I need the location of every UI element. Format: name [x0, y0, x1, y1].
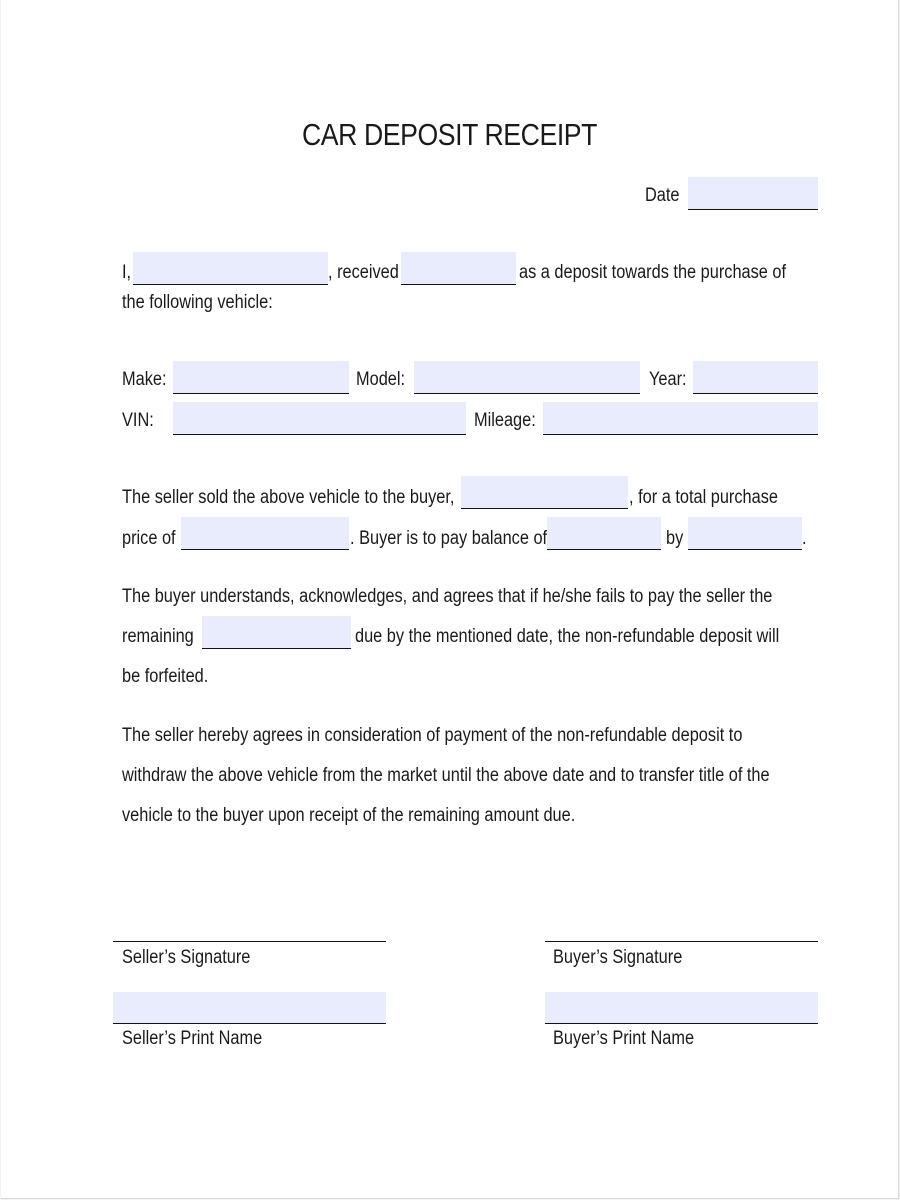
received-label: , received	[328, 262, 399, 283]
price-of-label: price of	[122, 528, 176, 549]
by-label: by	[666, 528, 684, 549]
receipt-page	[1, 0, 899, 1199]
remaining-label: remaining	[122, 626, 194, 647]
total-price-field[interactable]	[181, 517, 349, 550]
seller-print-name-label: Seller’s Print Name	[122, 1028, 263, 1049]
para4-line1: The seller hereby agrees in consideration of payment of the non-refundable deposit to	[122, 725, 743, 746]
i-label: I,	[122, 262, 132, 283]
buyer-signature-line[interactable]	[545, 941, 818, 942]
model-label: Model:	[356, 369, 406, 390]
vin-label: VIN:	[122, 410, 154, 431]
buyer-print-name-label: Buyer’s Print Name	[553, 1028, 695, 1049]
seller-signature-line[interactable]	[113, 941, 386, 942]
remaining-amount-field[interactable]	[202, 616, 351, 649]
deposit-text: as a deposit towards the purchase of	[519, 262, 787, 283]
year-field[interactable]	[693, 361, 818, 394]
para4-line3: vehicle to the buyer upon receipt of the remaining amount due.	[122, 805, 576, 826]
model-field[interactable]	[414, 361, 640, 394]
balance-amount-field[interactable]	[547, 517, 661, 550]
balance-label: . Buyer is to pay balance of	[350, 528, 548, 549]
buyer-signature-label: Buyer’s Signature	[553, 947, 683, 968]
document-title: CAR DEPOSIT RECEIPT	[301, 117, 598, 152]
seller-signature-label: Seller’s Signature	[122, 947, 251, 968]
mileage-label: Mileage:	[474, 410, 536, 431]
para2-line1-end: , for a total purchase	[629, 487, 778, 508]
para3-line1: The buyer understands, acknowledges, and agrees that if he/she fails to pay the seller the	[122, 586, 773, 607]
balance-date-field[interactable]	[688, 517, 802, 550]
year-label: Year:	[649, 369, 687, 390]
make-label: Make:	[122, 369, 167, 390]
para2-line1-start: The seller sold the above vehicle to the buyer,	[122, 487, 455, 508]
buyer-print-name-field[interactable]	[545, 992, 818, 1024]
vin-field[interactable]	[173, 402, 466, 435]
receiver-name-field[interactable]	[133, 252, 328, 285]
para1-line2: the following vehicle:	[122, 292, 273, 313]
make-field[interactable]	[173, 361, 349, 394]
date-field[interactable]	[688, 177, 818, 210]
mileage-field[interactable]	[543, 402, 818, 435]
para3-line3: be forfeited.	[122, 666, 209, 687]
date-label: Date	[645, 185, 680, 206]
seller-print-name-field[interactable]	[113, 992, 386, 1024]
para3-line2-end: due by the mentioned date, the non-refundable deposit will	[355, 626, 780, 647]
deposit-amount-field[interactable]	[401, 252, 516, 285]
para4-line2: withdraw the above vehicle from the market until the above date and to transfer title of the	[122, 765, 770, 786]
buyer-name-field[interactable]	[461, 476, 628, 509]
period: .	[802, 528, 807, 549]
